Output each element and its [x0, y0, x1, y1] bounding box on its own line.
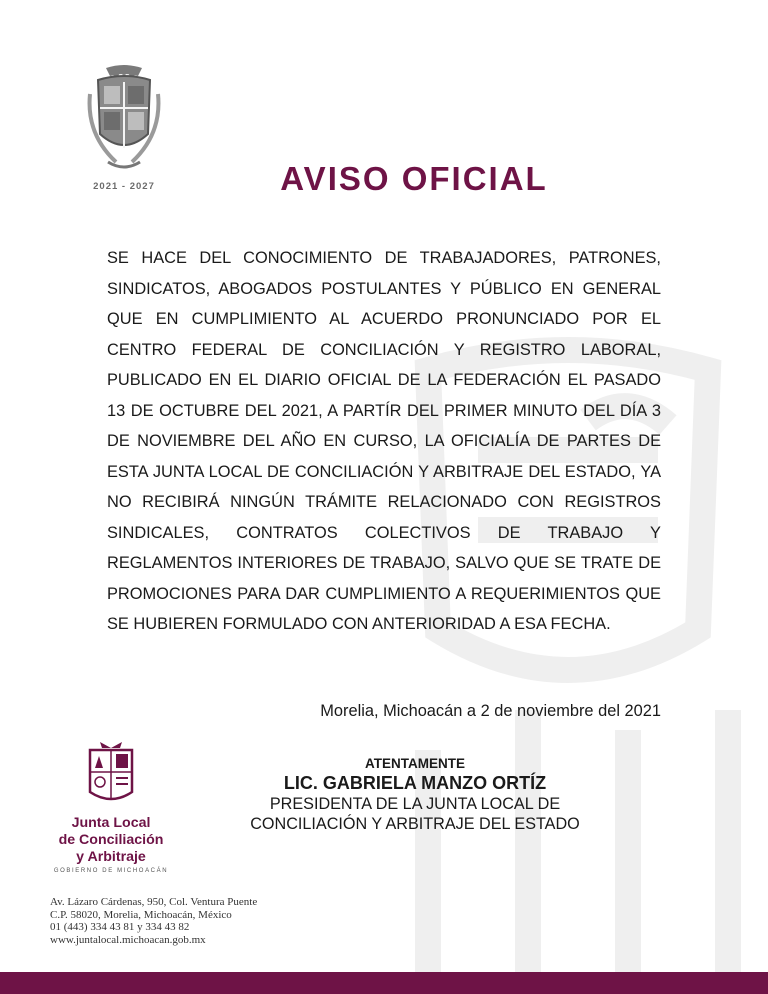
address-block	[50, 896, 257, 946]
place-date: Morelia, Michoacán a 2 de noviembre del 2021	[320, 702, 661, 720]
government-label: GOBIERNO DE MICHOACÁN	[53, 868, 169, 874]
signer-role-line1: PRESIDENTA DE LA JUNTA LOCAL DE	[269, 795, 561, 813]
junta-local-emblem-icon	[86, 740, 136, 808]
page-title: AVISO OFICIAL	[280, 160, 548, 197]
institution-name	[40, 815, 182, 866]
signer-role-line2: CONCILIACIÓN Y ARBITRAJE DEL ESTADO	[250, 815, 580, 833]
notice-body: SE HACE DEL CONOCIMIENTO DE TRABAJADORES, PATRONES, SINDICATOS, ABOGADOS POSTULANTES Y PÚBLICO EN GENERAL QUE EN CUMPLIMIENTO AL ACUERDO PRONUNCIADO POR EL CENTRO FEDERAL DE CONCILIACIÓN Y REGISTRO LABORAL, PUBLICADO EN EL DIARIO OFICIAL DE LA FEDERACIÓN EL PASADO 13 DE OCTUBRE DEL 2021, A PARTÍR DEL PRIMER MINUTO DEL DÍA 3 DE NOVIEMBRE DEL AÑO EN CURSO, LA OFICIALÍA DE PARTES DE ESTA JUNTA LOCAL DE CONCILIACIÓN Y ARBITRAJE DEL ESTADO, YA NO RECIBIRÁ NINGÚN TRÁMITE RELACIONADO CON REGISTROS SINDICALES, CONTRATOS COLECTIVOS DE TRABAJO Y REGLAMENTOS INTERIORES DE TRABAJO, SALVO QUE SE TRATE DE PROMOCIONES PARA DAR CUMPLIMIENTO A REQUERIMIENTOS QUE SE HUBIEREN FORMULADO CON ANTERIORIDAD A ESA FECHA.	[107, 249, 661, 633]
institution-name-line1: Junta Local	[71, 815, 151, 831]
signer-name: LIC. GABRIELA MANZO ORTÍZ	[283, 773, 547, 793]
institution-name-line2: de Conciliación	[58, 832, 164, 848]
institution-name-line3: y Arbitraje	[76, 849, 146, 865]
signature-block	[228, 756, 602, 834]
address-line1: Av. Lázaro Cárdenas, 950, Col. Ventura Puente	[50, 896, 258, 908]
closing: ATENTAMENTE	[365, 756, 465, 771]
address-line2: C.P. 58020, Morelia, Michoacán, México	[50, 908, 232, 921]
footer-bar	[0, 972, 768, 994]
address-phone: 01 (443) 334 43 81 y 334 43 82	[50, 921, 190, 934]
government-period: 2021 - 2027	[93, 181, 155, 192]
address-website: www.juntalocal.michoacan.gob.mx	[50, 933, 206, 946]
